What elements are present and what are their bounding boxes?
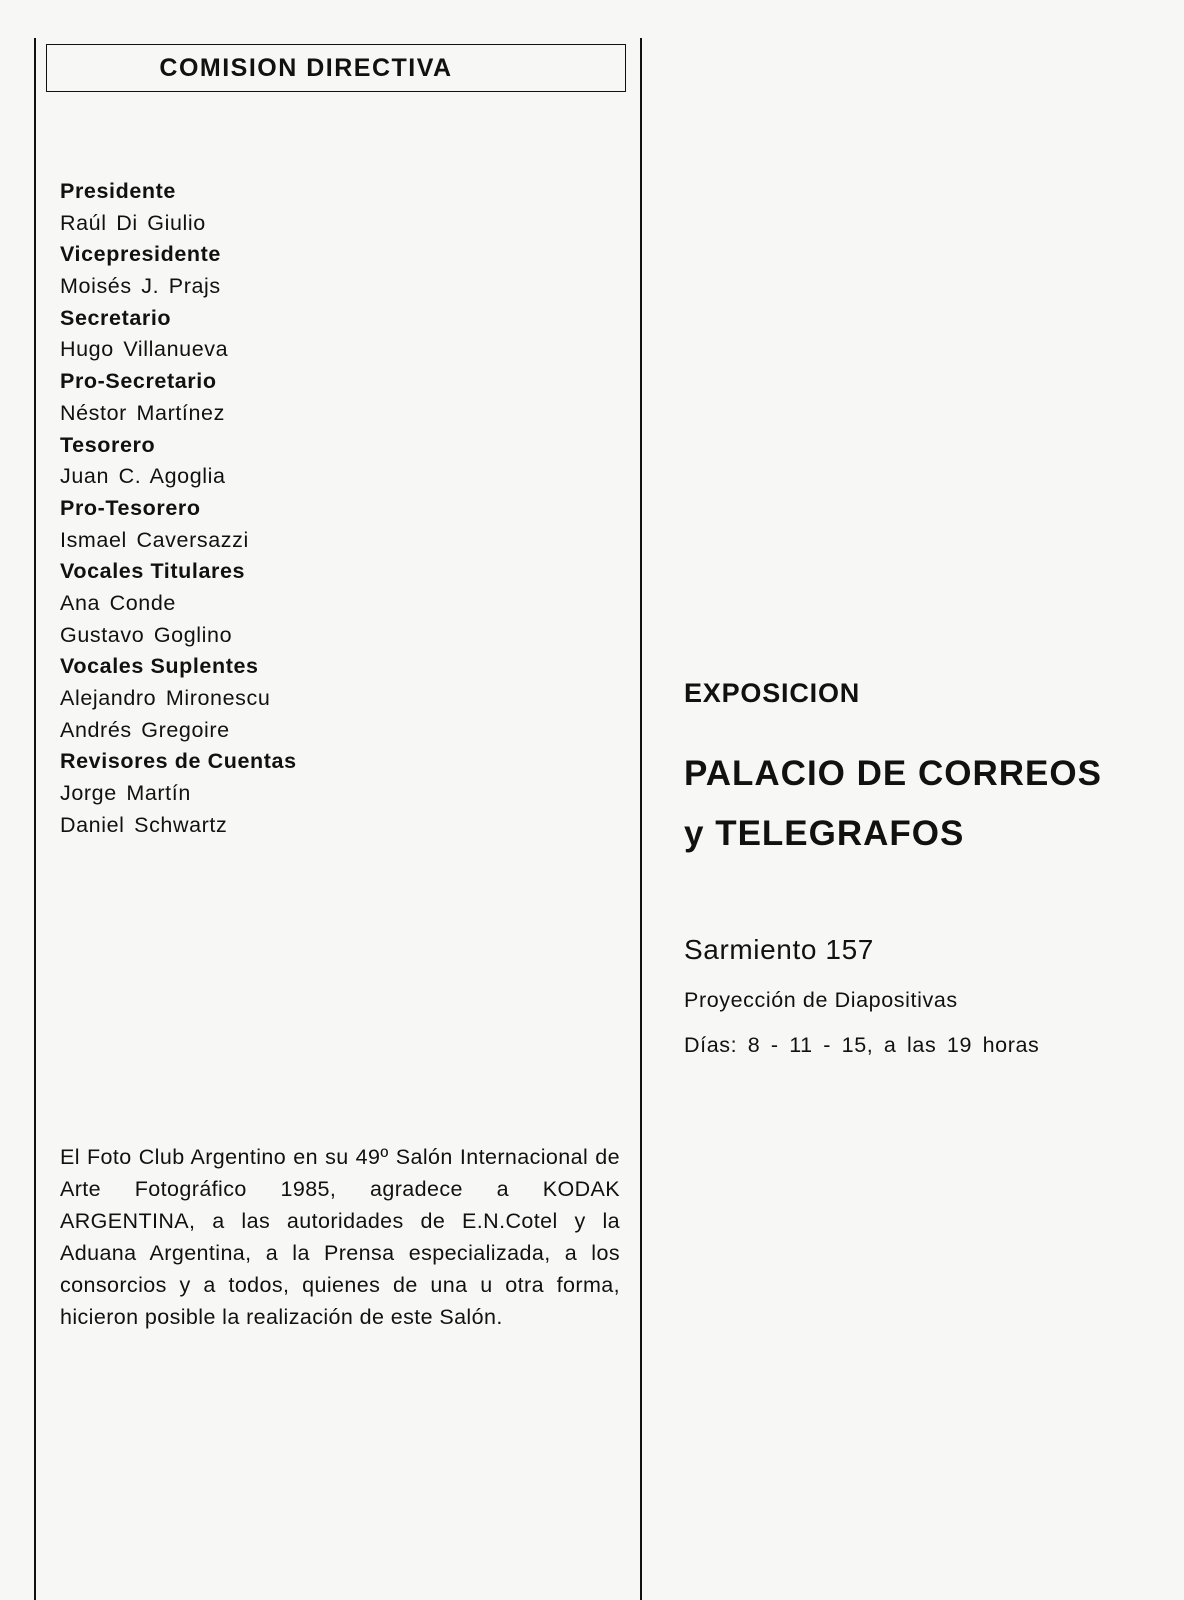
committee-role: Pro-Tesorero	[60, 495, 201, 520]
exhibition-label: EXPOSICION	[684, 678, 861, 708]
committee-role: Revisores de Cuentas	[60, 749, 297, 774]
committee-member: Alejandro Mironescu	[60, 686, 271, 710]
committee-member: Ismael Caversazzi	[60, 527, 249, 552]
committee-member: Néstor Martínez	[60, 400, 225, 425]
committee-role: Secretario	[60, 305, 172, 330]
venue-line-2: y TELEGRAFOS	[684, 814, 965, 853]
committee-role: Presidente	[60, 179, 176, 203]
acknowledgement-paragraph: El Foto Club Argentino en su 49º Salón Internacional de Arte Fotográfico 1985, agradece a KODAK ARGENTINA, a las autoridades de E.N.Cotel y la Aduana Argentina, a la Prensa especializada, a los consorcios y a todos, quienes de una u otra forma, hicieron posible la realización de este Salón.	[60, 1145, 620, 1329]
committee-role: Pro-Secretario	[60, 369, 217, 394]
left-vertical-rule	[34, 38, 36, 1600]
committee-member: Hugo Villanueva	[60, 337, 229, 362]
header-box	[46, 44, 626, 92]
committee-member: Jorge Martín	[60, 781, 191, 806]
projection-days: Días: 8 - 11 - 15, a las 19 horas	[684, 1033, 1040, 1057]
column-divider-rule	[640, 38, 642, 1600]
committee-role: Vocales Titulares	[60, 559, 246, 584]
projection-title: Proyección de Diapositivas	[684, 988, 958, 1012]
committee-role: Tesorero	[60, 432, 156, 457]
committee-member: Raúl Di Giulio	[60, 210, 206, 235]
venue-name	[684, 744, 1102, 864]
committee-role: Vocales Suplentes	[60, 654, 259, 679]
venue-line-1: PALACIO DE CORREOS	[684, 754, 1102, 793]
committee-member: Gustavo Goglino	[60, 622, 233, 647]
committee-list	[60, 176, 600, 841]
committee-member: Moisés J. Prajs	[60, 274, 221, 299]
committee-member: Ana Conde	[60, 590, 176, 615]
committee-member: Daniel Schwartz	[60, 812, 228, 837]
page-title: COMISION DIRECTIVA	[159, 53, 453, 82]
committee-member: Juan C. Agoglia	[60, 464, 226, 489]
committee-member: Andrés Gregoire	[60, 717, 230, 742]
committee-role: Vicepresidente	[60, 242, 221, 267]
venue-address: Sarmiento 157	[684, 934, 874, 965]
